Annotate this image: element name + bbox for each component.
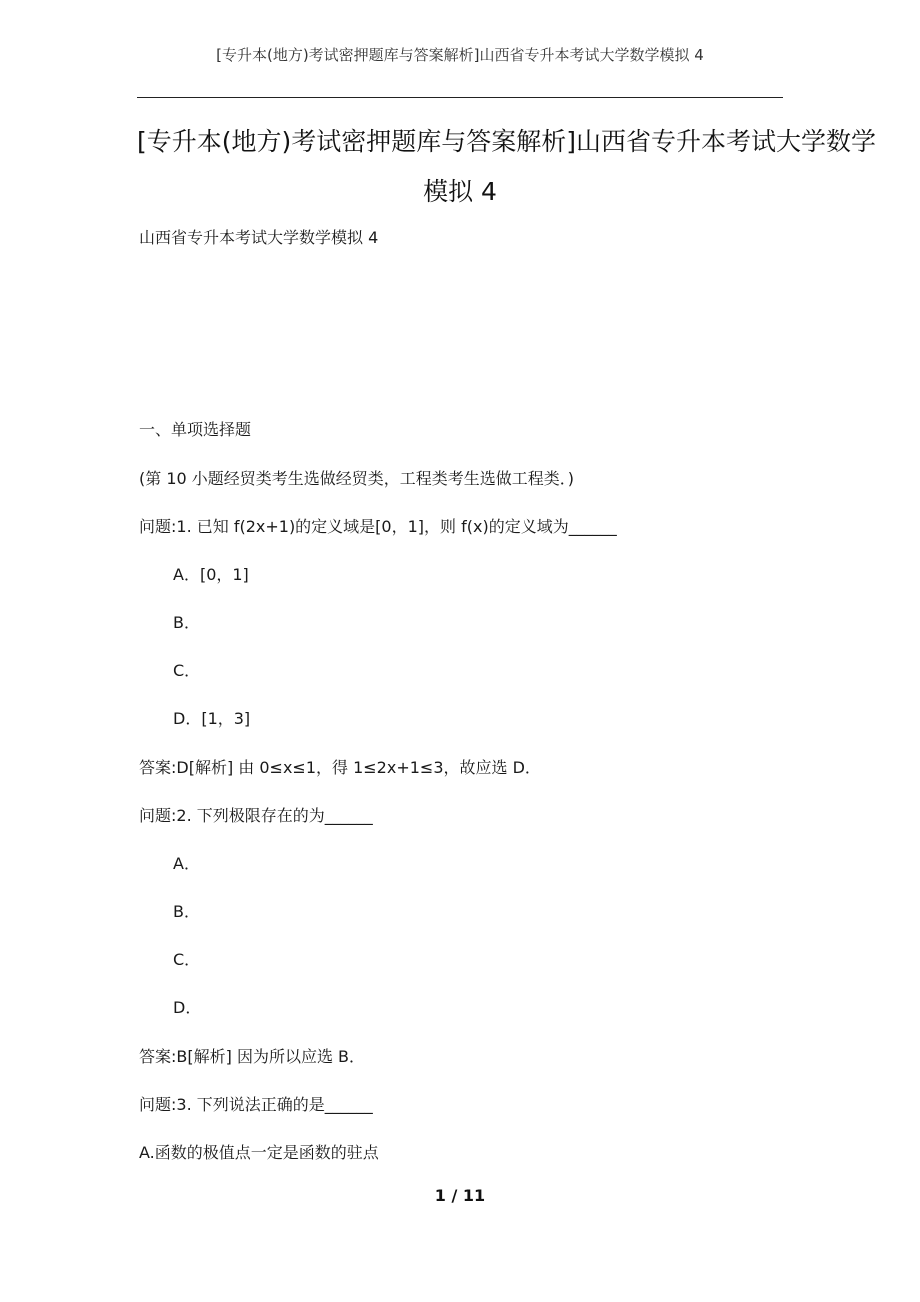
page-number: 1 / 11 xyxy=(434,1186,486,1205)
section-note: (第 10 小题经贸类考生选做经贸类，工程类考生选做工程类．) xyxy=(139,469,575,488)
question-2-option-c: C． xyxy=(173,950,201,969)
document-subtitle: 山西省专升本考试大学数学模拟 4 xyxy=(139,228,379,247)
question-3-prompt: 问题:3. 下列说法正确的是______ xyxy=(139,1095,373,1114)
question-1-option-a: A．[0，1] xyxy=(173,565,249,584)
question-2-prompt: 问题:2. 下列极限存在的为______ xyxy=(139,806,373,825)
question-1-answer: 答案:D[解析] 由 0≤x≤1，得 1≤2x+1≤3，故应选 D． xyxy=(139,758,541,777)
document-title-line-1: [专升本(地方)考试密押题库与答案解析]山西省专升本考试大学数学 xyxy=(137,127,877,156)
question-1-option-d: D．[1，3] xyxy=(173,709,251,728)
question-2-option-b: B． xyxy=(173,902,200,921)
question-1-prompt: 问题:1. 已知 f(2x+1)的定义域是[0，1]，则 f(x)的定义域为______ xyxy=(139,517,617,536)
header-divider xyxy=(137,97,783,98)
question-2-answer: 答案:B[解析] 因为所以应选 B． xyxy=(139,1047,366,1066)
question-2-option-d: D． xyxy=(173,998,202,1017)
question-1-option-c: C． xyxy=(173,661,201,680)
document-title-line-2: 模拟 4 xyxy=(423,177,497,206)
running-header: [专升本(地方)考试密押题库与答案解析]山西省专升本考试大学数学模拟 4 xyxy=(216,46,704,64)
question-2-option-a: A． xyxy=(173,854,200,873)
question-1-option-b: B． xyxy=(173,613,200,632)
section-heading: 一、单项选择题 xyxy=(139,420,252,439)
question-3-option-a: A.函数的极值点一定是函数的驻点 xyxy=(139,1143,379,1162)
